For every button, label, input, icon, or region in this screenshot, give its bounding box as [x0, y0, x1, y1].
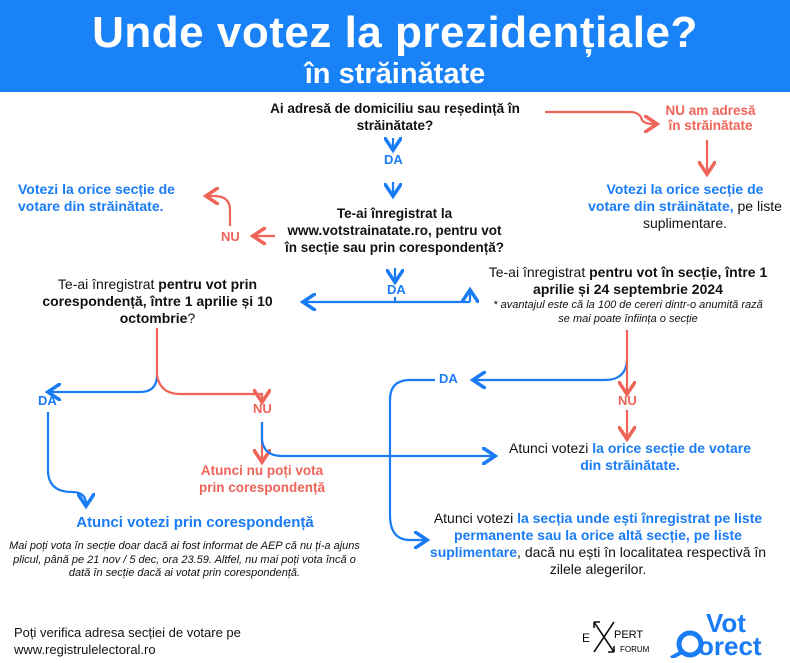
result-registered-post: , dacă nu ești în localitatea respectivă în zilele alegerilor.	[517, 544, 767, 577]
label-da-q2: DA	[387, 282, 406, 297]
page-subtitle: în străinătate	[304, 58, 486, 90]
result-any-section	[505, 440, 755, 474]
svg-text:orect: orect	[698, 631, 762, 658]
svg-text:E: E	[582, 631, 591, 645]
result-registered-blue: la secția unde ești înregistrat pe liste permanente sau la orice altă secție, pe liste suplimentare	[429, 510, 763, 560]
expert-forum-logo	[580, 618, 665, 656]
label-nu-q3: NU	[253, 401, 272, 416]
result-mail: Atunci votezi prin corespondență	[76, 514, 314, 531]
result-any-blue: la orice secție de votare din străinătate.	[580, 440, 752, 473]
q3-bold: pentru vot prin corespondență, între 1 aprilie și 10 octombrie	[42, 276, 273, 326]
result-no-address-black: pe liste suplimentare.	[642, 198, 782, 231]
vot-corect-logo	[668, 608, 786, 658]
svg-text:Vot: Vot	[706, 608, 746, 638]
q3-pre: Te-ai înregistrat	[57, 276, 159, 292]
result-registered-section	[428, 510, 768, 578]
result-not-registered: Votezi la orice secție de votare din străinătate.	[18, 181, 175, 214]
page-title: Unde votez la prezidențiale?	[92, 8, 698, 57]
label-no-address: NU am adresă în străinătate	[665, 103, 756, 133]
result-mail-note: Mai poți vota în secție doar dacă ai fost informat de AEP că nu ți-a ajuns plicul, până pe 21 nov / 5 dec, ora 23.59. Altfel, nu mai poți vota încă o dată în secție dacă ai votat prin corespondență.	[9, 540, 360, 579]
footer-note: Poți verifica adresa secției de votare pe www.registrulelectoral.ro	[14, 625, 241, 657]
label-da-q3: DA	[38, 393, 57, 408]
q4-pre: Te-ai înregistrat	[488, 264, 590, 280]
svg-text:PERT: PERT	[614, 629, 644, 641]
question-section-vote	[478, 264, 778, 326]
arrow-nu-left-result	[208, 196, 230, 226]
q4-bold: pentru vot în secție, între 1 aprilie și 24 septembrie 2024	[533, 264, 768, 297]
label-nu-q4: NU	[618, 393, 637, 408]
result-any-pre: Atunci votezi	[508, 440, 593, 456]
da-to-mail	[48, 412, 86, 504]
question-registered: Te-ai înregistrat la www.votstrainatate.ro, pentru vot în secție sau prin corespondență?	[284, 206, 505, 255]
svg-text:FORUM: FORUM	[620, 645, 650, 654]
q3-post: ?	[187, 310, 196, 326]
question-address-abroad: Ai adresă de domiciliu sau reședință în străinătate?	[270, 101, 520, 133]
result-no-address	[585, 181, 785, 232]
result-no-address-blue: Votezi la orice secție de votare din străinătate,	[588, 181, 764, 214]
label-da-q4: DA	[439, 371, 458, 386]
question-mail-vote	[30, 276, 285, 327]
q3-nu	[157, 375, 262, 400]
label-da: DA	[384, 152, 403, 167]
q4-note: * avantajul este că la 100 de cereri dintr-o anumită rază se mai poate înființa o secție	[493, 299, 763, 325]
q3-da	[50, 375, 157, 392]
nu-to-any	[262, 422, 493, 456]
arrow-q1-nu	[545, 112, 655, 124]
result-no-mail: Atunci nu poți vota prin corespondență	[198, 463, 325, 495]
q4-da	[475, 360, 627, 380]
label-nu-q2: NU	[221, 229, 240, 244]
result-registered-pre: Atunci votezi	[433, 510, 518, 526]
